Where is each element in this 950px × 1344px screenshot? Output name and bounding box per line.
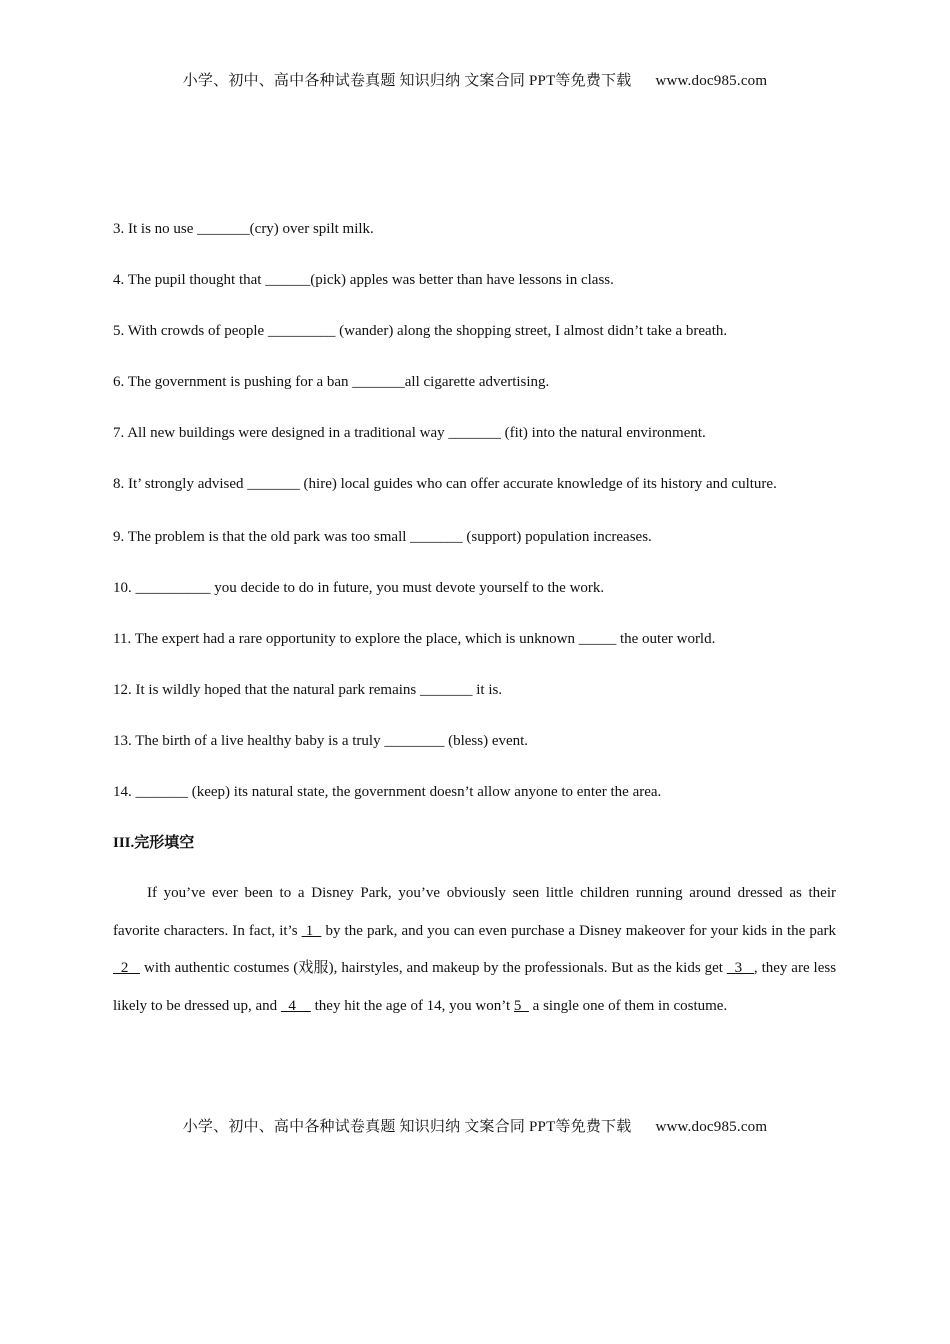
question-text: The birth of a live healthy baby is a truly ________ (bless) event. [135, 733, 529, 749]
passage-text: If you’ve ever been to a Disney Park, you’ve obviously seen little children running around dressed as their favorite characters. In fact, it’s [113, 885, 836, 939]
document-body [113, 219, 836, 1025]
question-7 [113, 423, 836, 443]
footer-text: 小学、初中、高中各种试卷真题 知识归纳 文案合同 PPT等免费下载 [182, 1119, 632, 1135]
cloze-blank-5: 5 [513, 997, 529, 1014]
page-header [0, 69, 950, 90]
cloze-blank-2: 2 [113, 960, 141, 976]
question-text: The government is pushing for a ban _______all cigarette advertising. [127, 374, 550, 390]
question-text: It’ strongly advised _______ (hire) local guides who can offer accurate knowledge of its history and culture. [128, 476, 777, 492]
question-number: 14. [113, 784, 132, 800]
question-number: 13. [113, 733, 132, 749]
question-14 [113, 782, 836, 802]
question-8 [113, 466, 836, 503]
question-text: It is wildly hoped that the natural park remains _______ it is. [135, 682, 503, 698]
passage-text: , they are less likely to be dressed up, and [113, 960, 837, 1014]
passage-text: by the park, and you can even purchase a Disney makeover for your kids in the park [321, 922, 836, 939]
question-number: 9. [113, 529, 125, 545]
question-12 [113, 680, 836, 700]
page-footer [0, 1115, 950, 1136]
question-4 [113, 270, 836, 290]
question-13 [113, 731, 836, 751]
passage-text: with authentic costumes (戏服), hairstyles, and makeup by the professionals. But as the kids get [140, 960, 727, 976]
question-number: 4. [113, 272, 125, 288]
question-number: 12. [113, 682, 132, 698]
footer-site-link[interactable]: www.doc985.com [655, 1119, 768, 1135]
question-number: 7. [113, 425, 125, 441]
passage-text: they hit the age of 14, you won’t [310, 997, 514, 1014]
header-text: 小学、初中、高中各种试卷真题 知识归纳 文案合同 PPT等免费下载 [182, 73, 632, 89]
question-11 [113, 629, 836, 649]
question-text: All new buildings were designed in a traditional way _______ (fit) into the natural environment. [127, 425, 706, 441]
question-text: It is no use _______(cry) over spilt milk. [128, 221, 374, 237]
question-6 [113, 372, 836, 392]
question-number: 10. [113, 580, 132, 596]
question-3 [113, 219, 836, 239]
question-number: 6. [113, 374, 125, 390]
header-site-link[interactable]: www.doc985.com [655, 73, 768, 89]
passage-text: a single one of them in costume. [528, 997, 728, 1014]
question-number: 3. [113, 221, 125, 237]
cloze-blank-3: 3 [726, 960, 754, 976]
question-text: The problem is that the old park was too small _______ (support) population increases. [127, 529, 652, 545]
question-10 [113, 578, 836, 598]
question-number: 5. [113, 323, 125, 339]
question-text: __________ you decide to do in future, you must devote yourself to the work. [135, 580, 605, 596]
question-text: The expert had a rare opportunity to explore the place, which is unknown _____ the outer world. [134, 631, 716, 647]
question-9 [113, 527, 836, 547]
cloze-blank-1: 1 [301, 922, 322, 939]
question-text: The pupil thought that ______(pick) apples was better than have lessons in class. [127, 272, 614, 288]
question-text: With crowds of people _________ (wander) along the shopping street, I almost didn’t take a breath. [127, 323, 728, 339]
question-text: _______ (keep) its natural state, the government doesn’t allow anyone to enter the area. [135, 784, 662, 800]
question-5 [113, 321, 836, 341]
cloze-blank-4: 4 [280, 997, 311, 1014]
cloze-passage [113, 875, 836, 1025]
section-title-cloze: III.完形填空 [113, 835, 195, 851]
question-number: 11. [113, 631, 132, 647]
question-number: 8. [113, 476, 125, 492]
